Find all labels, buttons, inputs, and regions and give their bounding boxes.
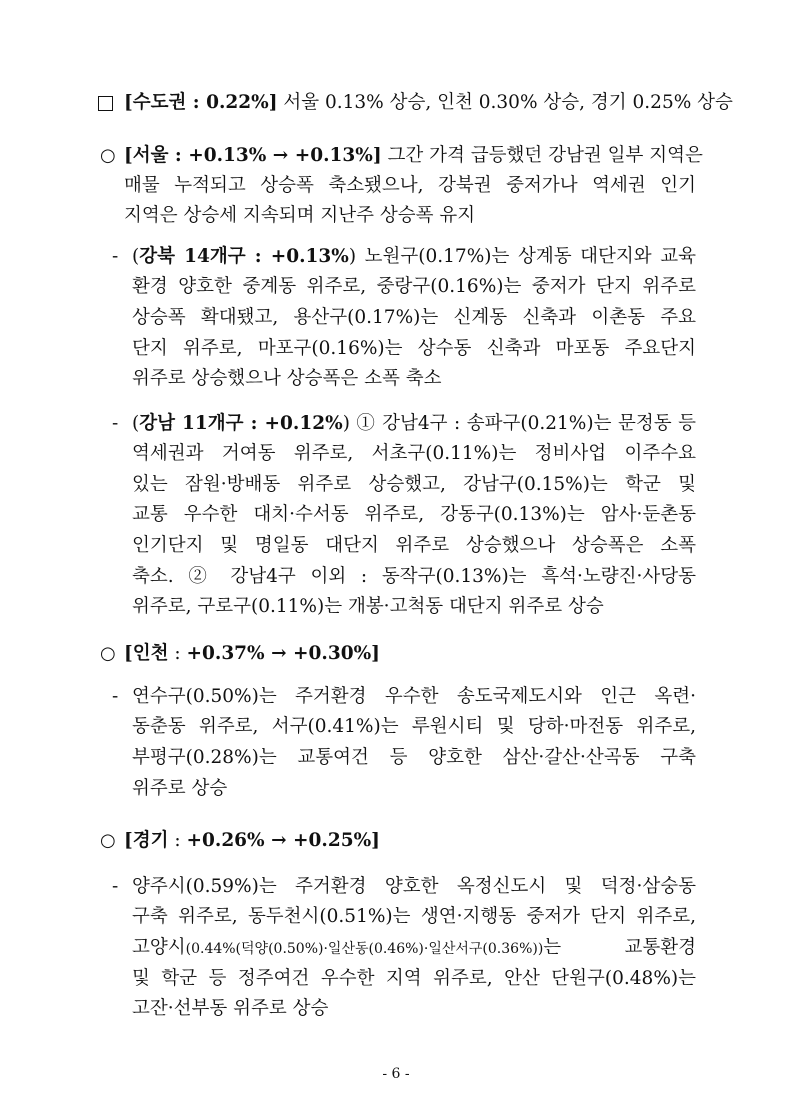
gyeonggi-bullet: ○ — [100, 830, 116, 851]
incheon-line-2: 동춘동 위주로, 서구(0.41%)는 루원시티 및 당하·마전동 위주로, — [132, 716, 696, 737]
seoul-bullet: ○ — [100, 145, 116, 166]
seoul-line-1: [서울 : +0.13% → +0.13%] 그간 가격 급등했던 강남권 일부 지역은 — [124, 145, 703, 166]
gangnam-line-3: 있는 잠원·방배동 위주로 상승했고, 강남구(0.15%)는 학군 및 — [132, 474, 696, 495]
gangbuk-line-2: 환경 양호한 중계동 위주로, 중랑구(0.16%)는 중저가 단지 위주로 — [132, 276, 696, 297]
gyeonggi-line-1: 양주시(0.59%)는 주거환경 양호한 옥정신도시 및 덕정·삼숭동 — [132, 876, 696, 897]
gangnam-line-6: 축소. ② 강남4구 이외 : 동작구(0.13%)는 흑석·노량진·사당동 — [132, 566, 696, 587]
incheon-line-1: 연수구(0.50%)는 주거환경 우수한 송도국제도시와 인근 옥련· — [132, 686, 696, 707]
gangnam-dash: - — [112, 413, 119, 434]
seoul-line-2: 매물 누적되고 상승폭 축소됐으나, 강북권 중저가나 역세권 인기 — [124, 175, 696, 196]
incheon-line-4: 위주로 상승 — [132, 778, 228, 799]
page-number: - 6 - — [382, 1066, 410, 1082]
gyeonggi-dash: - — [112, 876, 119, 897]
gangbuk-line-1: (강북 14개구 : +0.13%) 노원구(0.17%)는 상계동 대단지와 교육 — [132, 246, 696, 267]
incheon-dash: - — [112, 686, 119, 707]
seoul-line-3: 지역은 상승세 지속되며 지난주 상승폭 유지 — [124, 205, 476, 226]
summary-text: 서울 0.13% 상승, 인천 0.30% 상승, 경기 0.25% 상승 — [277, 92, 733, 113]
gyeonggi-line-4: 및 학군 등 정주여건 우수한 지역 위주로, 안산 단원구(0.48%)는 — [132, 968, 696, 989]
gangnam-line-4: 교통 우수한 대치·수서동 위주로, 강동구(0.13%)는 암사·둔촌동 — [132, 504, 696, 525]
gyeonggi-line-5: 고잔·선부동 위주로 상승 — [132, 998, 329, 1019]
gangnam-label: 강남 11개구 : +0.12% — [139, 413, 343, 434]
seoul-label: [서울 : +0.13% → +0.13%] — [124, 145, 382, 166]
summary-label: [수도권 : 0.22%] — [124, 92, 278, 113]
gangbuk-line-3: 상승폭 확대됐고, 용산구(0.17%)는 신계동 신축과 이촌동 주요 — [132, 307, 696, 328]
gangnam-line-2: 역세권과 거여동 위주로, 서초구(0.11%)는 정비사업 이주수요 — [132, 443, 696, 464]
gyeonggi-line-3: 고양시(0.44%(덕양(0.50%)·일산동(0.46%)·일산서구(0.36%))는 교통환경 — [132, 937, 696, 958]
gangnam-line-7: 위주로, 구로구(0.11%)는 개봉·고척동 대단지 위주로 상승 — [132, 596, 604, 617]
gyeonggi-heading: [경기 : +0.26% → +0.25%] — [124, 830, 380, 851]
gangbuk-dash: - — [112, 246, 119, 267]
incheon-bullet: ○ — [100, 643, 116, 664]
gangbuk-label: 강북 14개구 : +0.13% — [139, 246, 349, 267]
gangbuk-line-4: 단지 위주로, 마포구(0.16%)는 상수동 신축과 마포동 주요단지 — [132, 338, 696, 359]
gangnam-line-5: 인기단지 및 명일동 대단지 위주로 상승했으나 상승폭은 소폭 — [132, 535, 696, 556]
gyeonggi-line-2: 구축 위주로, 동두천시(0.51%)는 생연·지행동 중저가 단지 위주로, — [132, 906, 696, 927]
gangbuk-line-5: 위주로 상승했으나 상승폭은 소폭 축소 — [132, 368, 442, 389]
summary-line — [124, 90, 733, 116]
checkbox-square-icon — [98, 96, 113, 111]
incheon-heading: [인천 : +0.37% → +0.30%] — [124, 643, 380, 664]
gangnam-line-1: (강남 11개구 : +0.12%) ① 강남4구 : 송파구(0.21%)는 문정동 등 — [132, 413, 696, 434]
incheon-line-3: 부평구(0.28%)는 교통여건 등 양호한 삼산·갈산·산곡동 구축 — [132, 747, 696, 768]
